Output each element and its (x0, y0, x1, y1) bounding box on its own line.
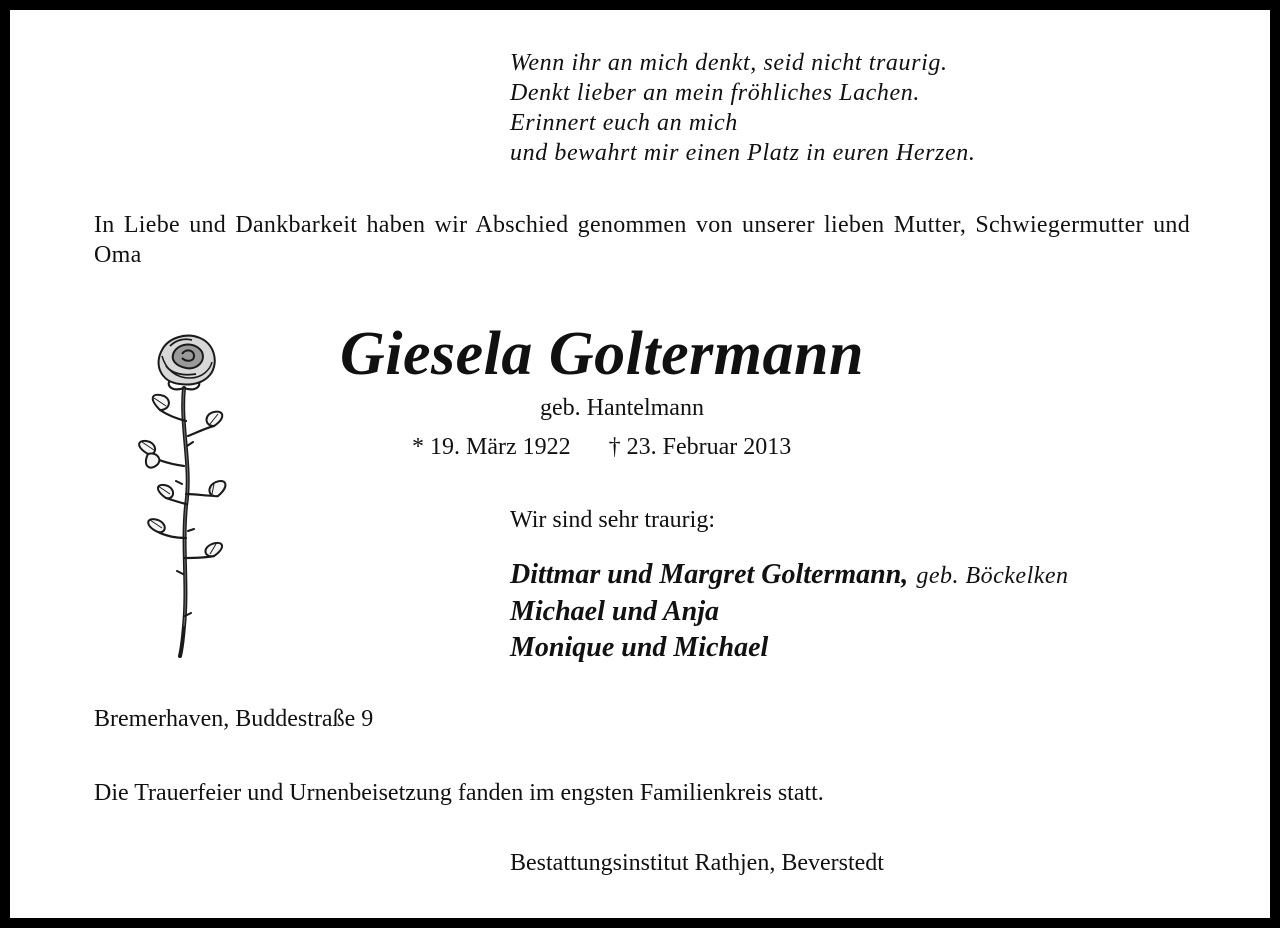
mourner-line (510, 557, 1069, 594)
poem-line: Erinnert euch an mich (510, 110, 738, 136)
intro-text: In Liebe und Dankbarkeit haben wir Abschied genommen von unserer lieben Mutter, Schwiegermutter und Oma (94, 212, 1190, 268)
birth-date: * 19. März 1922 (412, 434, 571, 460)
mourner-name: Michael und Anja (510, 596, 720, 627)
poem-line: und bewahrt mir einen Platz in euren Herzen. (510, 140, 976, 166)
death-date: † 23. Februar 2013 (608, 434, 792, 460)
mourner-note: geb. Böckelken (916, 563, 1069, 589)
deceased-name: Giesela Goltermann (340, 320, 864, 388)
undertaker: Bestattungsinstitut Rathjen, Beverstedt (510, 850, 884, 876)
life-dates (412, 432, 791, 462)
rose-icon (126, 326, 234, 662)
maiden-name: geb. Hantelmann (540, 395, 704, 421)
mourners-heading: Wir sind sehr traurig: (510, 507, 715, 533)
poem-line: Denkt lieber an mein fröhliches Lachen. (510, 80, 920, 106)
mourner-line (510, 594, 1069, 630)
address: Bremerhaven, Buddestraße 9 (94, 706, 374, 732)
poem (510, 48, 975, 168)
mourners-list (510, 557, 1069, 666)
ceremony-note: Die Trauerfeier und Urnenbeisetzung fanden im engsten Familienkreis statt. (94, 780, 824, 806)
mourner-name: Dittmar und Margret Goltermann, (510, 559, 909, 590)
mourner-name: Monique und Michael (510, 632, 769, 663)
poem-line: Wenn ihr an mich denkt, seid nicht traurig. (510, 50, 948, 76)
mourner-line (510, 630, 1069, 666)
obituary-notice (10, 10, 1270, 918)
